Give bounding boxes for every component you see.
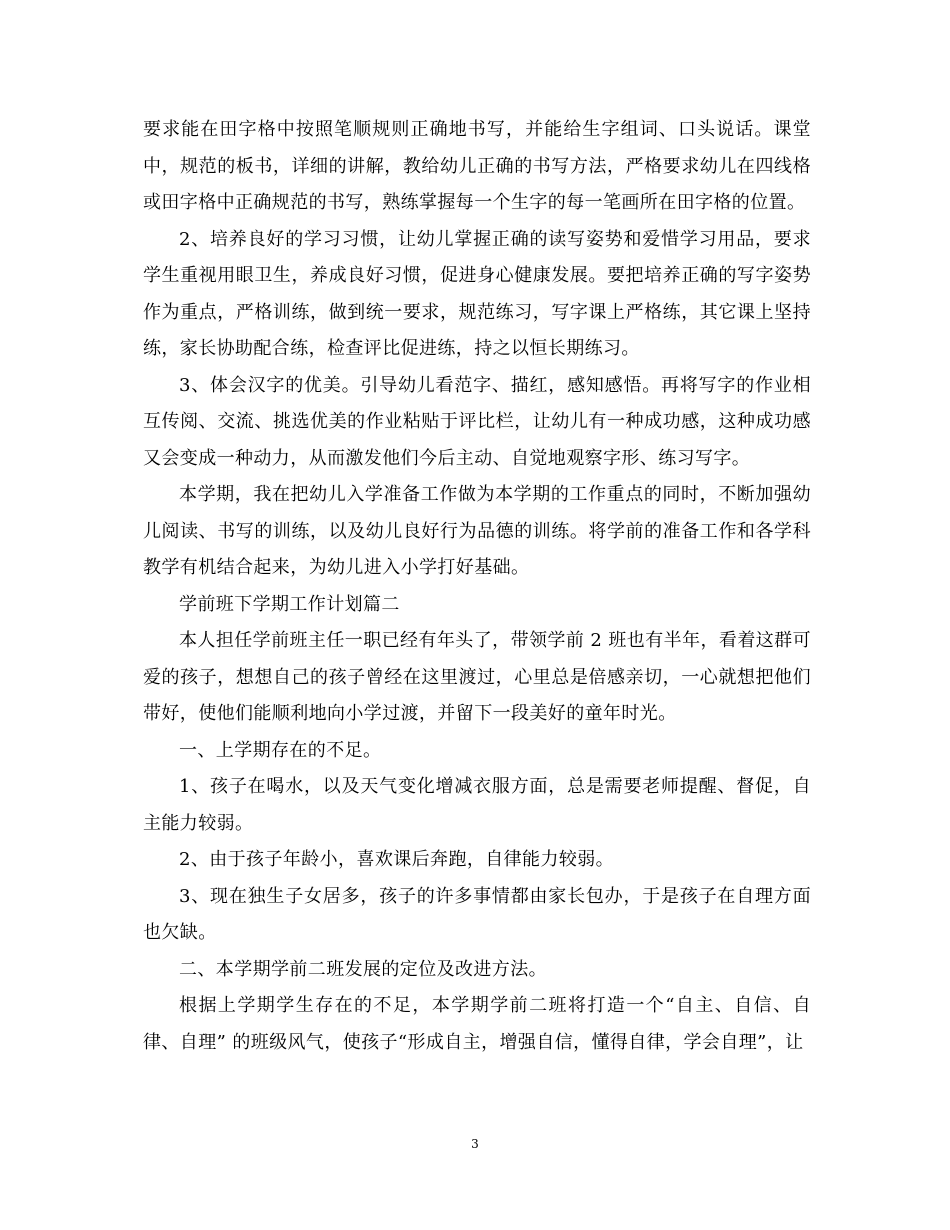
paragraph-4: 本学期，我在把幼儿入学准备工作做为本学期的工作重点的同时，不断加强幼儿阅读、书写的训练，以及幼儿良好行为品德的训练。将学前的准备工作和各学科教学有机结合起来，为幼儿进入小学打好基础。 (143, 484, 811, 578)
subheading-2: 二、本学期学前二班发展的定位及改进方法。 (179, 958, 547, 980)
paragraph-8: 1、孩子在喝水，以及天气变化增减衣服方面，总是需要老师提醒、督促，自主能力较弱。 (143, 776, 811, 834)
paragraph-10: 3、现在独生子女居多，孩子的许多事情都由家长包办，于是孩子在自理方面也欠缺。 (143, 885, 811, 943)
paragraph-3: 3、体会汉字的优美。引导幼儿看范字、描红，感知感悟。再将写字的作业相互传阅、交流、挑选优美的作业粘贴于评比栏，让幼儿有一种成功感，这种成功感又会变成一种动力，从而激发他们今后主动、自觉地观察字形、练习写字。 (143, 374, 811, 469)
paragraph-6: 本人担任学前班主任一职已经有年头了，带领学前 2 班也有半年，看着这群可爱的孩子，想想自己的孩子曾经在这里渡过，心里总是倍感亲切，一心就想把他们带好，使他们能顺利地向小学过渡，并留下一段美好的童年时光。 (143, 630, 811, 724)
section-heading-2: 学前班下学期工作计划篇二 (179, 593, 400, 615)
subheading-1: 一、上学期存在的不足。 (179, 739, 382, 761)
paragraph-9: 2、由于孩子年龄小，喜欢课后奔跑，自律能力较弱。 (179, 849, 615, 870)
paragraph-1: 要求能在田字格中按照笔顺规则正确地书写，并能给生字组词、口头说话。课堂中，规范的板书，详细的讲解，教给幼儿正确的书写方法，严格要求幼儿在四线格或田字格中正确规范的书写，熟练掌握每一个生字的每一笔画所在田字格的位置。 (143, 119, 811, 213)
paragraph-12: 根据上学期学生存在的不足，本学期学前二班将打造一个“自主、自信、自律、自理” 的班级风气，使孩子“形成自主，增强自信，懂得自律，学会自理”，让 (143, 995, 811, 1053)
document-body (143, 112, 811, 1061)
paragraph-2: 2、培养良好的学习习惯，让幼儿掌握正确的读写姿势和爱惜学习用品，要求学生重视用眼卫生，养成良好习惯，促进身心健康发展。要把培养正确的写字姿势作为重点，严格训练，做到统一要求，规范练习，写字课上严格练，其它课上坚持练，家长协助配合练，检查评比促进练，持之以恒长期练习。 (143, 228, 811, 359)
page-number: 3 (471, 1137, 479, 1151)
